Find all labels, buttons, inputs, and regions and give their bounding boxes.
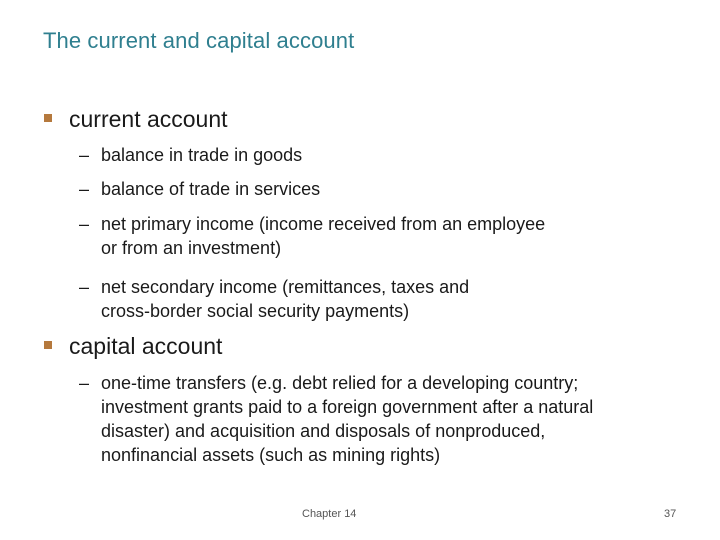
subitem-line: nonfinancial assets (such as mining rights) [101, 445, 441, 465]
subitem-one-time-transfers [79, 371, 593, 467]
subitem-text: balance of trade in services [101, 179, 321, 199]
dash-icon: – [79, 373, 90, 393]
subitem-line: net secondary income (remittances, taxes and [101, 277, 470, 297]
subitem-trade-services [79, 177, 320, 201]
dash-icon: – [79, 277, 90, 297]
subitem-trade-goods [79, 143, 302, 167]
subitem-primary-income [79, 212, 545, 260]
bullet-current-account [44, 106, 228, 133]
subitem-line: one-time transfers (e.g. debt relied for a developing country; [101, 373, 579, 393]
subitem-line: disaster) and acquisition and disposals of nonproduced, [101, 421, 546, 441]
subitem-secondary-income [79, 275, 469, 323]
bullet-capital-account [44, 333, 222, 360]
footer-page-number: 37 [664, 508, 677, 520]
subitem-line: net primary income (income received from an employee [101, 214, 546, 234]
dash-icon: – [79, 214, 90, 234]
subitem-line: or from an investment) [101, 238, 282, 258]
footer-chapter: Chapter 14 [302, 508, 357, 520]
dash-icon: – [79, 145, 90, 165]
bullet-label: current account [69, 106, 228, 132]
bullet-label: capital account [69, 333, 223, 359]
square-bullet-icon [44, 341, 52, 349]
subitem-line: investment grants paid to a foreign government after a natural [101, 397, 594, 417]
subitem-line: cross-border social security payments) [101, 301, 410, 321]
square-bullet-icon [44, 114, 52, 122]
dash-icon: – [79, 179, 90, 199]
subitem-text: balance in trade in goods [101, 145, 303, 165]
slide-title: The current and capital account [43, 28, 355, 53]
